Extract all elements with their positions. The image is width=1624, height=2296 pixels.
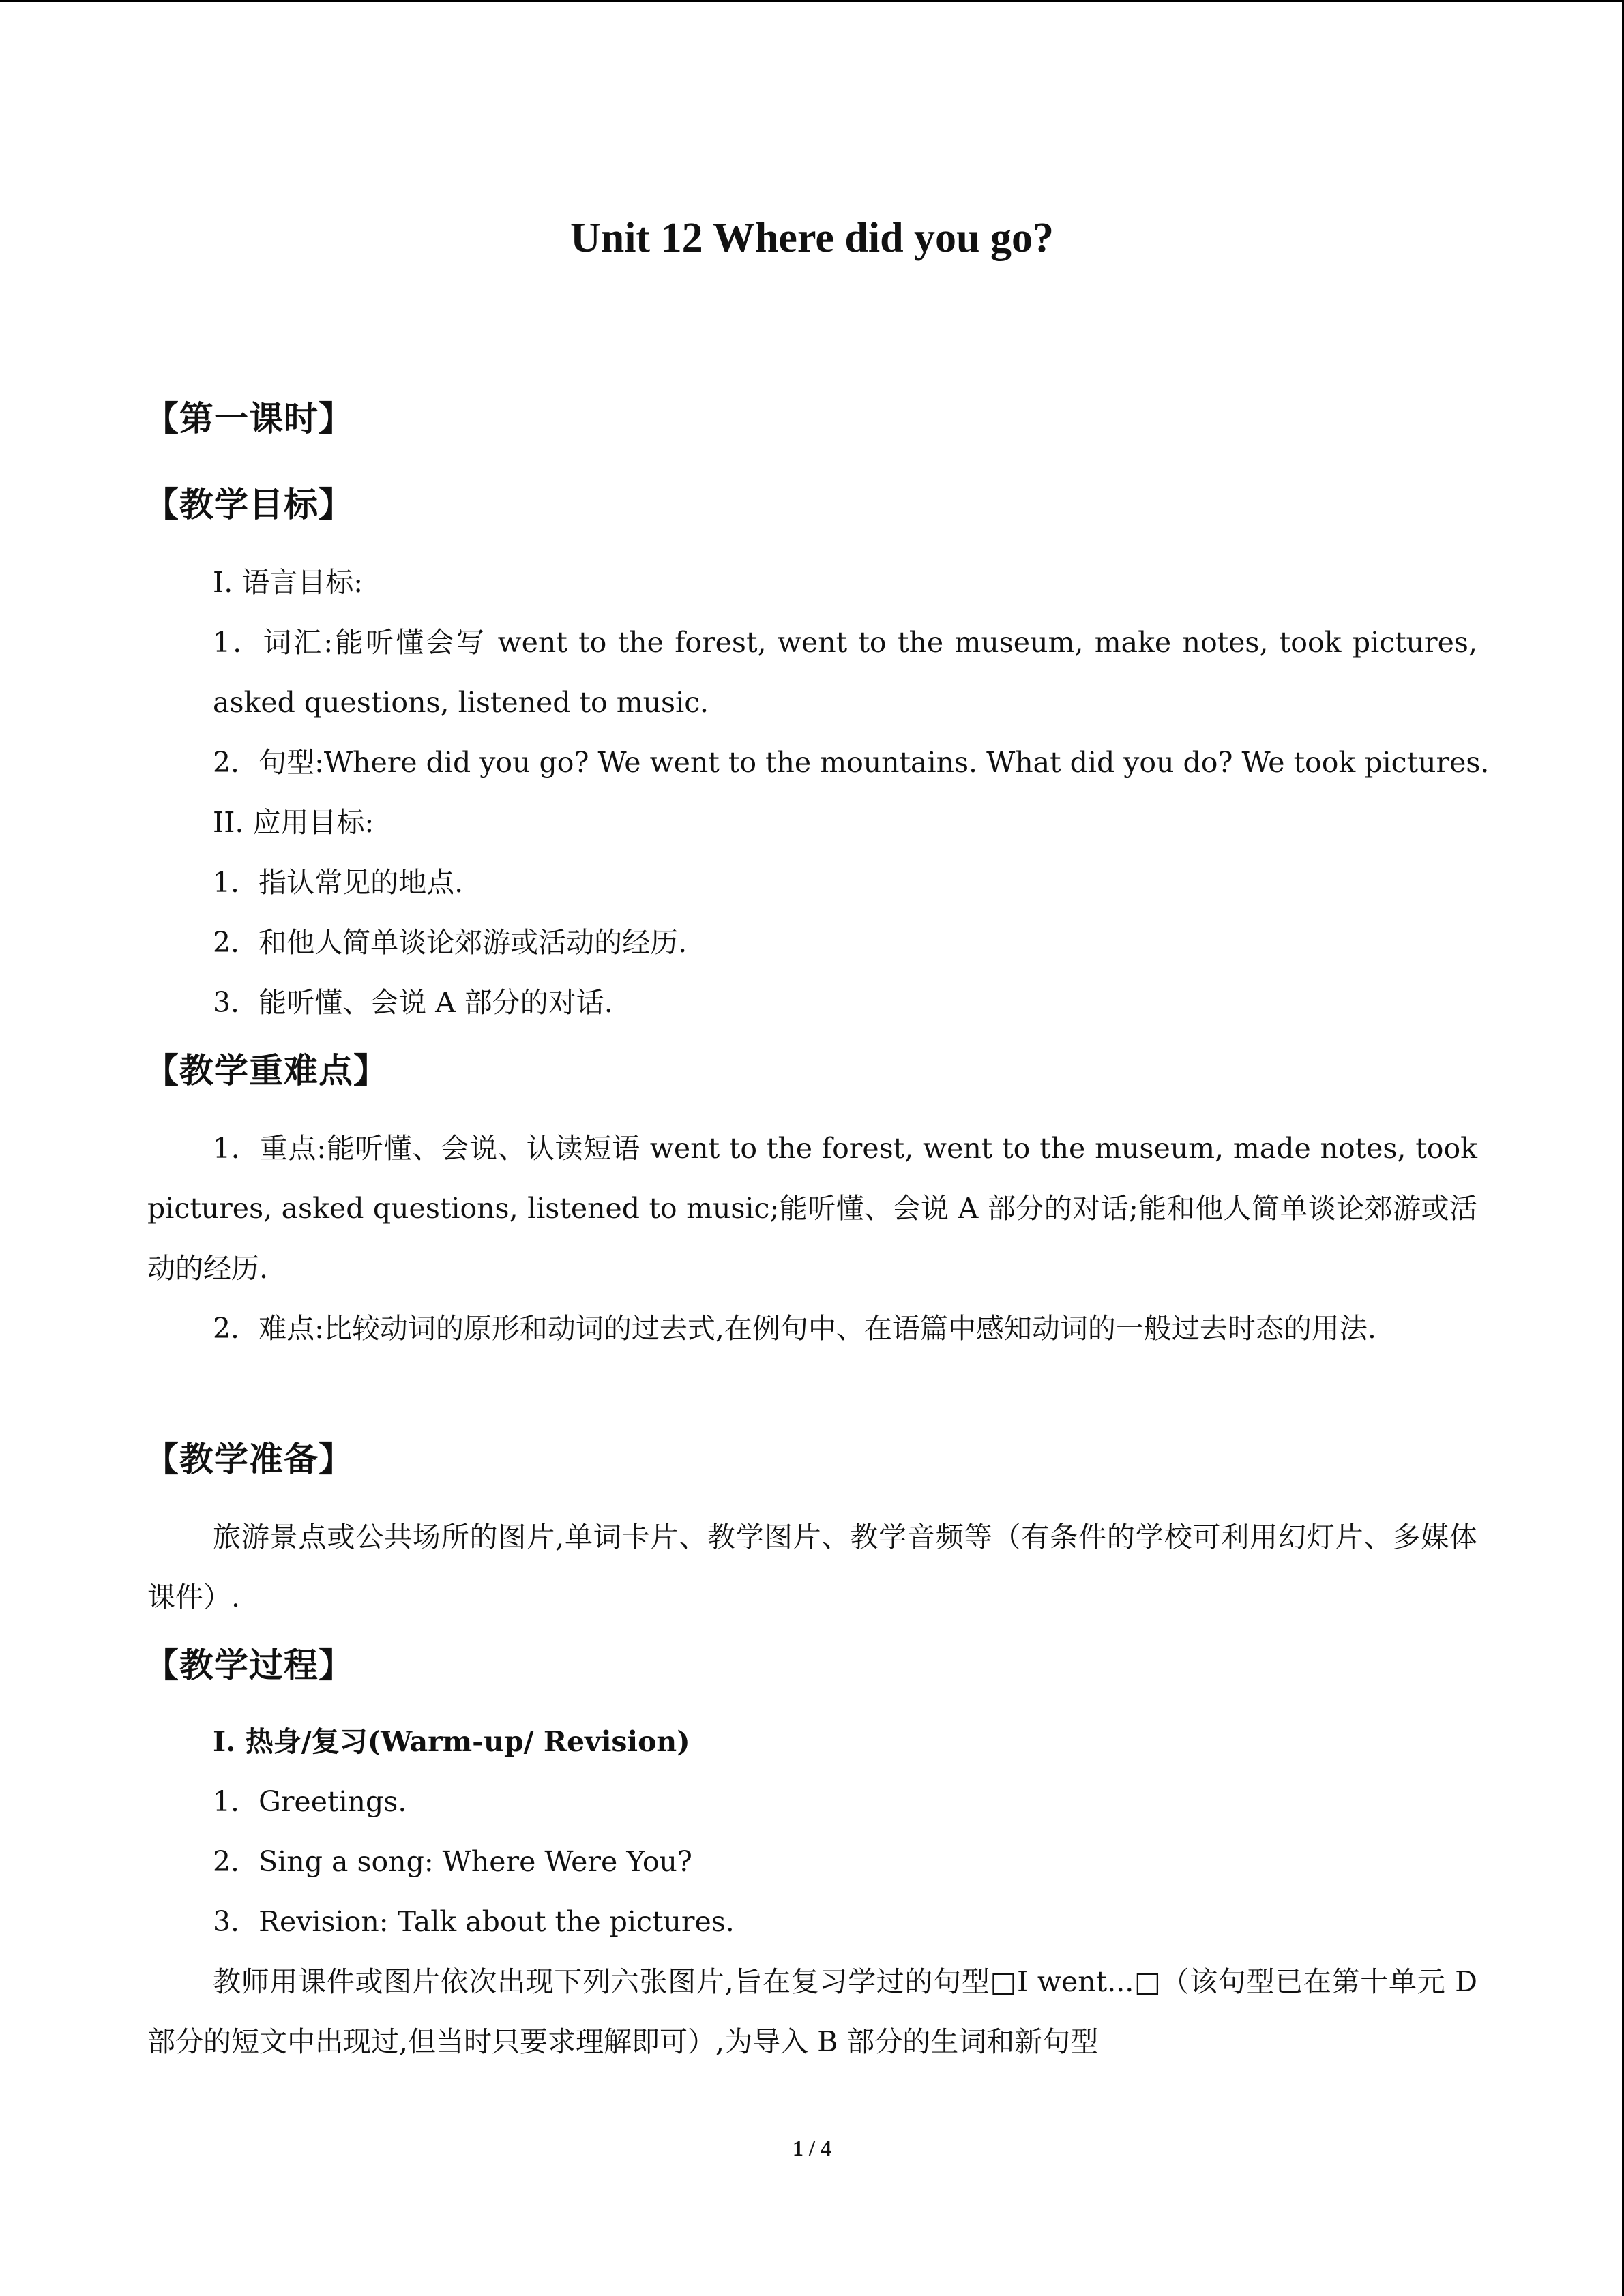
application-item-3: 3．能听懂、会说 A 部分的对话. <box>213 986 613 1019</box>
vocabulary-objective-text: 1．词汇:能听懂会写 went to the forest, went to the museum, make notes, took pictures, asked questions, listened to music． <box>213 626 1477 719</box>
key-points-heading: 【教学重难点】 <box>145 1051 388 1090</box>
page-number: 1 / 4 <box>793 2136 831 2160</box>
document-title: Unit 12 Where did you go? <box>570 215 1054 261</box>
sentence-objective: 2．句型:Where did you go? We went to the mountains. What did you do? We took pictures. <box>213 746 1490 779</box>
vocabulary-objective <box>147 612 1477 732</box>
step-sing-song: 2．Sing a song: Where Were You? <box>213 1845 692 1878</box>
application-item-1: 1．指认常见的地点. <box>213 866 464 899</box>
application-item-2: 2．和他人简单谈论郊游或活动的经历. <box>213 926 688 959</box>
step-greetings: 1．Greetings. <box>213 1785 407 1818</box>
warmup-title: I. 热身/复习(Warm-up/ Revision) <box>213 1725 690 1758</box>
lesson-heading: 【第一课时】 <box>145 399 353 438</box>
application-goal-label: II. 应用目标: <box>213 806 374 839</box>
step-revision: 3．Revision: Talk about the pictures. <box>213 1905 735 1938</box>
preparation-heading: 【教学准备】 <box>145 1440 353 1479</box>
objectives-heading: 【教学目标】 <box>145 485 353 524</box>
page-border-top <box>0 0 1624 2</box>
key-point-text: 1．重点:能听懂、会说、认读短语 went to the forest, went to the museum, made notes, took pictures, asked questions, listened to music;能听懂、会说 A 部分的对话;能和他人简单谈论郊游或活动的经历. <box>147 1132 1477 1285</box>
process-heading: 【教学过程】 <box>145 1645 353 1685</box>
language-goal-label: I. 语言目标: <box>213 566 364 599</box>
process-description: 教师用课件或图片依次出现下列六张图片,旨在复习学过的句型□I went...□（该句型已在第十单元 D 部分的短文中出现过,但当时只要求理解即可）,为导入 B 部分的生词和新句型 <box>147 1965 1477 2058</box>
preparation-text: 旅游景点或公共场所的图片,单词卡片、教学图片、教学音频等（有条件的学校可利用幻灯片、多媒体课件）. <box>147 1521 1477 1613</box>
difficult-point-text: 2．难点:比较动词的原形和动词的过去式,在例句中、在语篇中感知动词的一般过去时态的用法. <box>213 1312 1376 1345</box>
